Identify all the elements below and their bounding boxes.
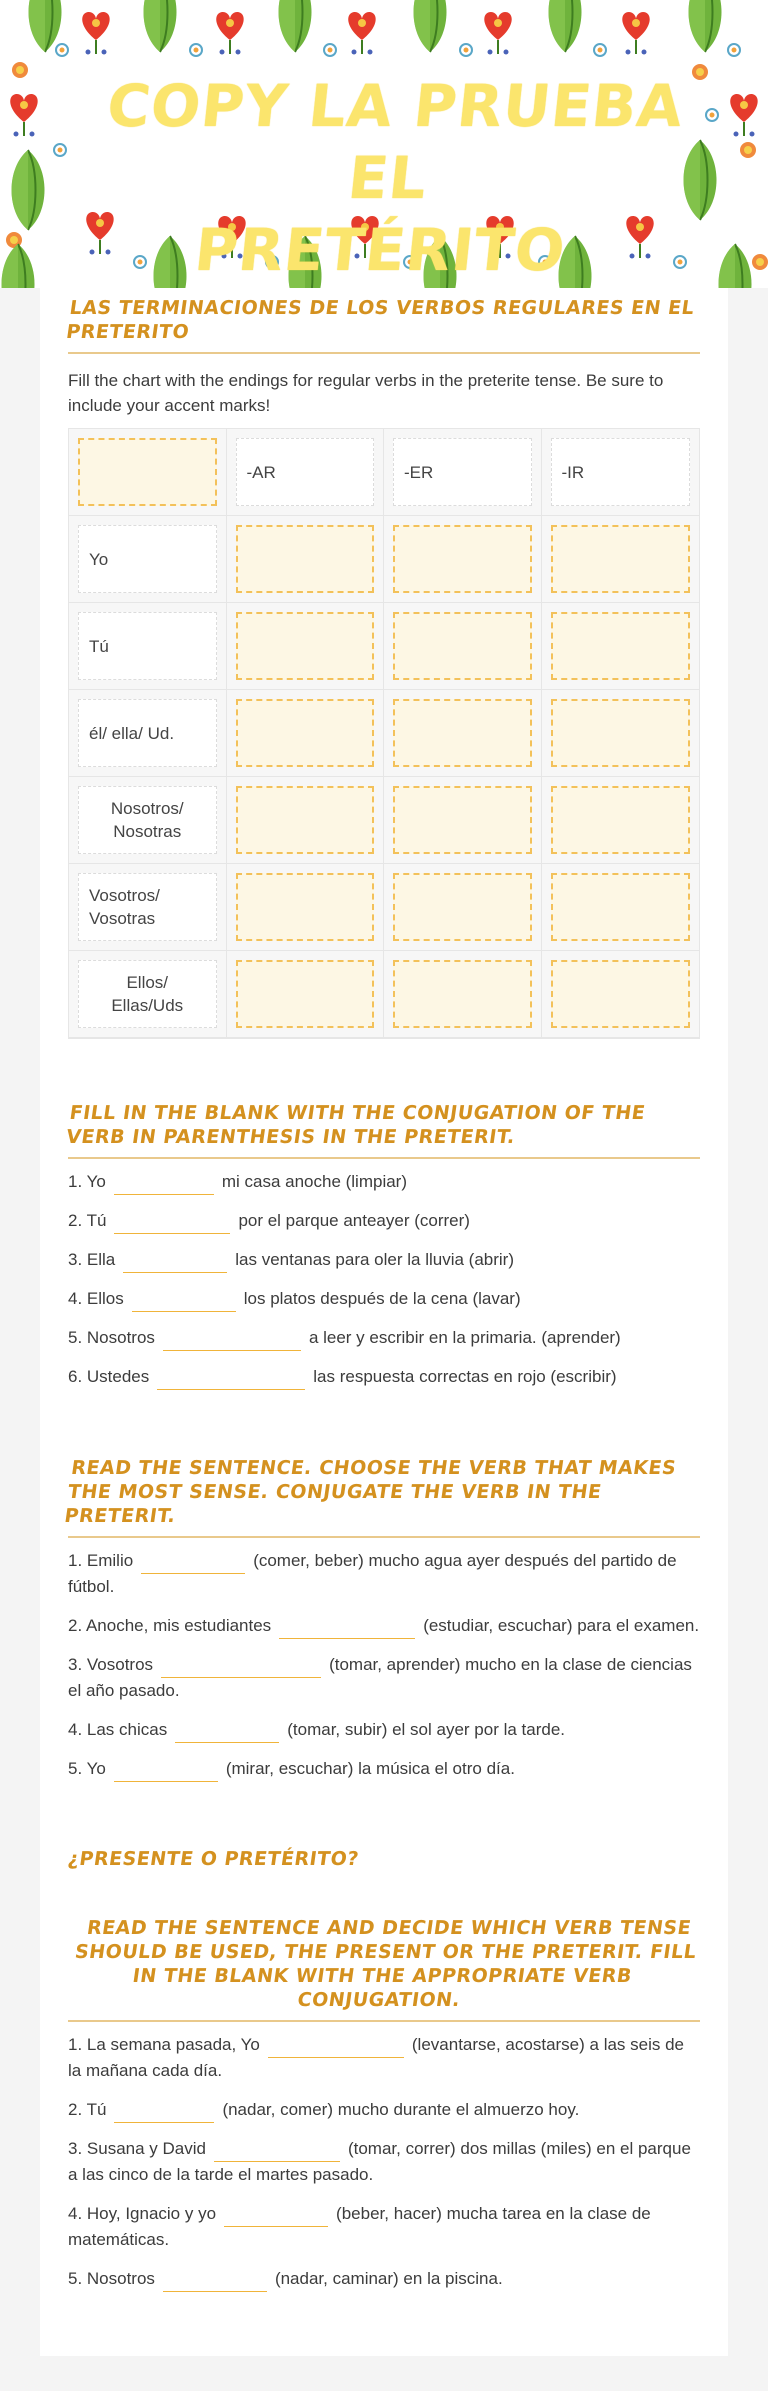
answer-box[interactable]	[551, 786, 691, 854]
item-suffix: (mirar, escuchar) la música el otro día.	[225, 1759, 515, 1778]
table-row-label-cell	[69, 864, 227, 951]
item-prefix: 5. Nosotros	[68, 1328, 155, 1347]
section-present-preterit-title: READ THE SENTENCE AND DECIDE WHICH VERB TENSE SHOULD BE USED, THE PRESENT OR THE PRETERIT. FILL IN THE BLANK WITH THE APPROPRIATE VERB CONJUGATION.	[73, 1917, 698, 2011]
divider	[68, 1157, 700, 1159]
item-suffix: (estudiar, escuchar) para el examen.	[423, 1616, 700, 1635]
answer-box[interactable]	[236, 786, 375, 854]
table-row-label-cell	[69, 777, 227, 864]
table-cell	[542, 516, 700, 603]
item-suffix: los platos después de la cena (lavar)	[243, 1289, 521, 1308]
list-item	[68, 1169, 700, 1195]
item-suffix: por el parque anteayer (correr)	[238, 1211, 470, 1230]
table-cell	[227, 603, 385, 690]
list-item	[68, 1756, 700, 1782]
table-cell	[384, 777, 542, 864]
item-prefix: 2. Tú	[68, 2100, 107, 2119]
answer-box[interactable]	[393, 699, 532, 767]
list-item	[68, 1613, 700, 1639]
column-label-ir: -IR	[551, 438, 691, 506]
table-header-cell	[542, 429, 700, 516]
answer-box[interactable]	[393, 612, 532, 680]
page-title-line-2: PRETÉRITO	[191, 216, 569, 284]
item-suffix: (tomar, aprender) mucho en la clase de ciencias el año pasado.	[68, 1655, 692, 1700]
item-prefix: 2. Tú	[68, 1211, 107, 1230]
section-endings	[64, 288, 700, 1039]
list-item	[68, 2201, 700, 2253]
list-item	[68, 1286, 700, 1312]
row-label-el: él/ ella/ Ud.	[78, 699, 217, 767]
section-endings-title: LAS TERMINACIONES DE LOS VERBOS REGULARES EN EL PRETERITO	[64, 297, 696, 343]
divider	[68, 352, 700, 354]
choose-verb-list	[68, 1548, 700, 1782]
section-choose-verb	[63, 1456, 700, 1782]
answer-box[interactable]	[236, 612, 375, 680]
page-title	[65, 70, 703, 288]
column-label-er: -ER	[393, 438, 532, 506]
table-cell	[384, 603, 542, 690]
table-row-label-cell	[69, 603, 227, 690]
item-prefix: 5. Yo	[68, 1759, 106, 1778]
list-item	[68, 2266, 700, 2292]
table-cell	[384, 690, 542, 777]
section-fill-blank	[64, 1101, 700, 1390]
list-item	[68, 1208, 700, 1234]
list-item	[68, 2136, 700, 2188]
item-prefix: 6. Ustedes	[68, 1367, 150, 1386]
item-suffix: las respuesta correctas en rojo (escribir)	[313, 1367, 617, 1386]
item-suffix: (nadar, caminar) en la piscina.	[274, 2269, 503, 2288]
item-suffix: (levantarse, acostarse) a las seis de la mañana cada día.	[68, 2035, 685, 2080]
answer-blank[interactable]	[279, 1621, 415, 1639]
answer-blank[interactable]	[114, 2105, 214, 2123]
answer-blank[interactable]	[132, 1294, 236, 1312]
section-present-preterit	[68, 1848, 700, 2292]
column-label-ar: -AR	[236, 438, 375, 506]
answer-box[interactable]	[393, 873, 532, 941]
answer-blank[interactable]	[175, 1725, 279, 1743]
table-header-cell	[227, 429, 385, 516]
list-item	[68, 1364, 700, 1390]
item-prefix: 4. Hoy, Ignacio y yo	[68, 2204, 217, 2223]
divider	[68, 1536, 700, 1538]
list-item	[68, 1652, 700, 1704]
table-cell	[227, 864, 385, 951]
answer-box[interactable]	[393, 786, 532, 854]
table-row-label-cell	[69, 516, 227, 603]
section-choose-verb-title: READ THE SENTENCE. CHOOSE THE VERB THAT MAKES THE MOST SENSE. CONJUGATE THE VERB IN THE PRETERIT.	[63, 1457, 678, 1527]
item-suffix: mi casa anoche (limpiar)	[221, 1172, 408, 1191]
table-corner-cell	[69, 429, 227, 516]
item-suffix: a leer y escribir en la primaria. (aprender)	[308, 1328, 621, 1347]
item-suffix: (nadar, comer) mucho durante el almuerzo hoy.	[222, 2100, 580, 2119]
item-prefix: 1. Yo	[68, 1172, 106, 1191]
answer-box[interactable]	[236, 699, 375, 767]
item-suffix: (tomar, subir) el sol ayer por la tarde.	[287, 1720, 566, 1739]
answer-box[interactable]	[551, 525, 691, 593]
table-cell	[384, 516, 542, 603]
answer-blank[interactable]	[268, 2040, 404, 2058]
answer-box[interactable]	[551, 612, 691, 680]
table-cell	[227, 777, 385, 864]
table-row-label-cell	[69, 690, 227, 777]
item-prefix: 1. La semana pasada, Yo	[68, 2035, 260, 2054]
answer-box[interactable]	[393, 525, 532, 593]
list-item	[68, 1717, 700, 1743]
answer-box[interactable]	[551, 873, 691, 941]
table-cell	[542, 864, 700, 951]
section-fill-blank-title: FILL IN THE BLANK WITH THE CONJUGATION OF THE VERB IN PARENTHESIS IN THE PRETERIT.	[64, 1102, 647, 1148]
row-label-tu: Tú	[78, 612, 217, 680]
item-prefix: 1. Emilio	[68, 1551, 134, 1570]
answer-blank[interactable]	[163, 2274, 267, 2292]
list-item	[68, 1325, 700, 1351]
answer-blank[interactable]	[224, 2209, 328, 2227]
table-cell	[542, 777, 700, 864]
item-suffix: (beber, hacer) mucha tarea en la clase de matemáticas.	[68, 2204, 651, 2249]
row-label-ellos: Ellos/ Ellas/Uds	[78, 960, 217, 1028]
answer-blank[interactable]	[214, 2144, 340, 2162]
table-cell	[542, 690, 700, 777]
item-prefix: 4. Ellos	[68, 1289, 124, 1308]
item-suffix: (comer, beber) mucho agua ayer después del partido de fútbol.	[68, 1551, 677, 1596]
answer-blank[interactable]	[114, 1764, 218, 1782]
table-cell	[384, 951, 542, 1038]
present-preterit-list	[68, 2032, 700, 2292]
item-prefix: 3. Vosotros	[68, 1655, 154, 1674]
divider	[68, 2020, 700, 2022]
answer-box[interactable]	[236, 873, 375, 941]
list-item	[68, 2097, 700, 2123]
section-endings-instructions: Fill the chart with the endings for regular verbs in the preterite tense. Be sure to include your accent marks!	[68, 371, 664, 415]
answer-box[interactable]	[236, 960, 375, 1028]
answer-box[interactable]	[551, 960, 691, 1028]
list-item	[68, 1548, 700, 1600]
answer-blank[interactable]	[114, 1177, 214, 1195]
row-label-yo: Yo	[78, 525, 217, 593]
table-cell	[227, 951, 385, 1038]
item-suffix: las ventanas para oler la lluvia (abrir)	[235, 1250, 514, 1269]
item-prefix: 3. Ella	[68, 1250, 116, 1269]
answer-blank[interactable]	[123, 1255, 227, 1273]
list-item	[68, 1247, 700, 1273]
table-row-label-cell	[69, 951, 227, 1038]
table-cell	[542, 603, 700, 690]
table-cell	[542, 951, 700, 1038]
answer-blank[interactable]	[141, 1556, 245, 1574]
item-prefix: 4. Las chicas	[68, 1720, 168, 1739]
answer-blank[interactable]	[114, 1216, 230, 1234]
answer-box[interactable]	[236, 525, 375, 593]
answer-blank[interactable]	[157, 1372, 305, 1390]
worksheet-card	[40, 288, 728, 2356]
list-item	[68, 2032, 700, 2084]
answer-blank[interactable]	[161, 1660, 321, 1678]
answer-blank[interactable]	[163, 1333, 301, 1351]
answer-box[interactable]	[78, 438, 217, 506]
item-prefix: 2. Anoche, mis estudiantes	[68, 1616, 272, 1635]
table-cell	[384, 864, 542, 951]
row-label-vosotros: Vosotros/ Vosotras	[78, 873, 217, 941]
answer-box[interactable]	[551, 699, 691, 767]
table-cell	[227, 690, 385, 777]
section-present-preterit-subtitle: ¿PRESENTE O PRETÉRITO?	[66, 1848, 361, 1870]
header-banner	[0, 0, 768, 288]
page-title-line-1: COPY LA PRUEBA EL	[103, 72, 687, 212]
table-cell	[227, 516, 385, 603]
row-label-nosotros: Nosotros/ Nosotras	[78, 786, 217, 854]
endings-table	[68, 428, 700, 1039]
item-prefix: 5. Nosotros	[68, 2269, 155, 2288]
item-prefix: 3. Susana y David	[68, 2139, 206, 2158]
answer-box[interactable]	[393, 960, 532, 1028]
fill-blank-list	[68, 1169, 700, 1390]
item-suffix: (tomar, correr) dos millas (miles) en el parque a las cinco de la tarde el martes pasado.	[68, 2139, 691, 2184]
table-header-cell	[384, 429, 542, 516]
